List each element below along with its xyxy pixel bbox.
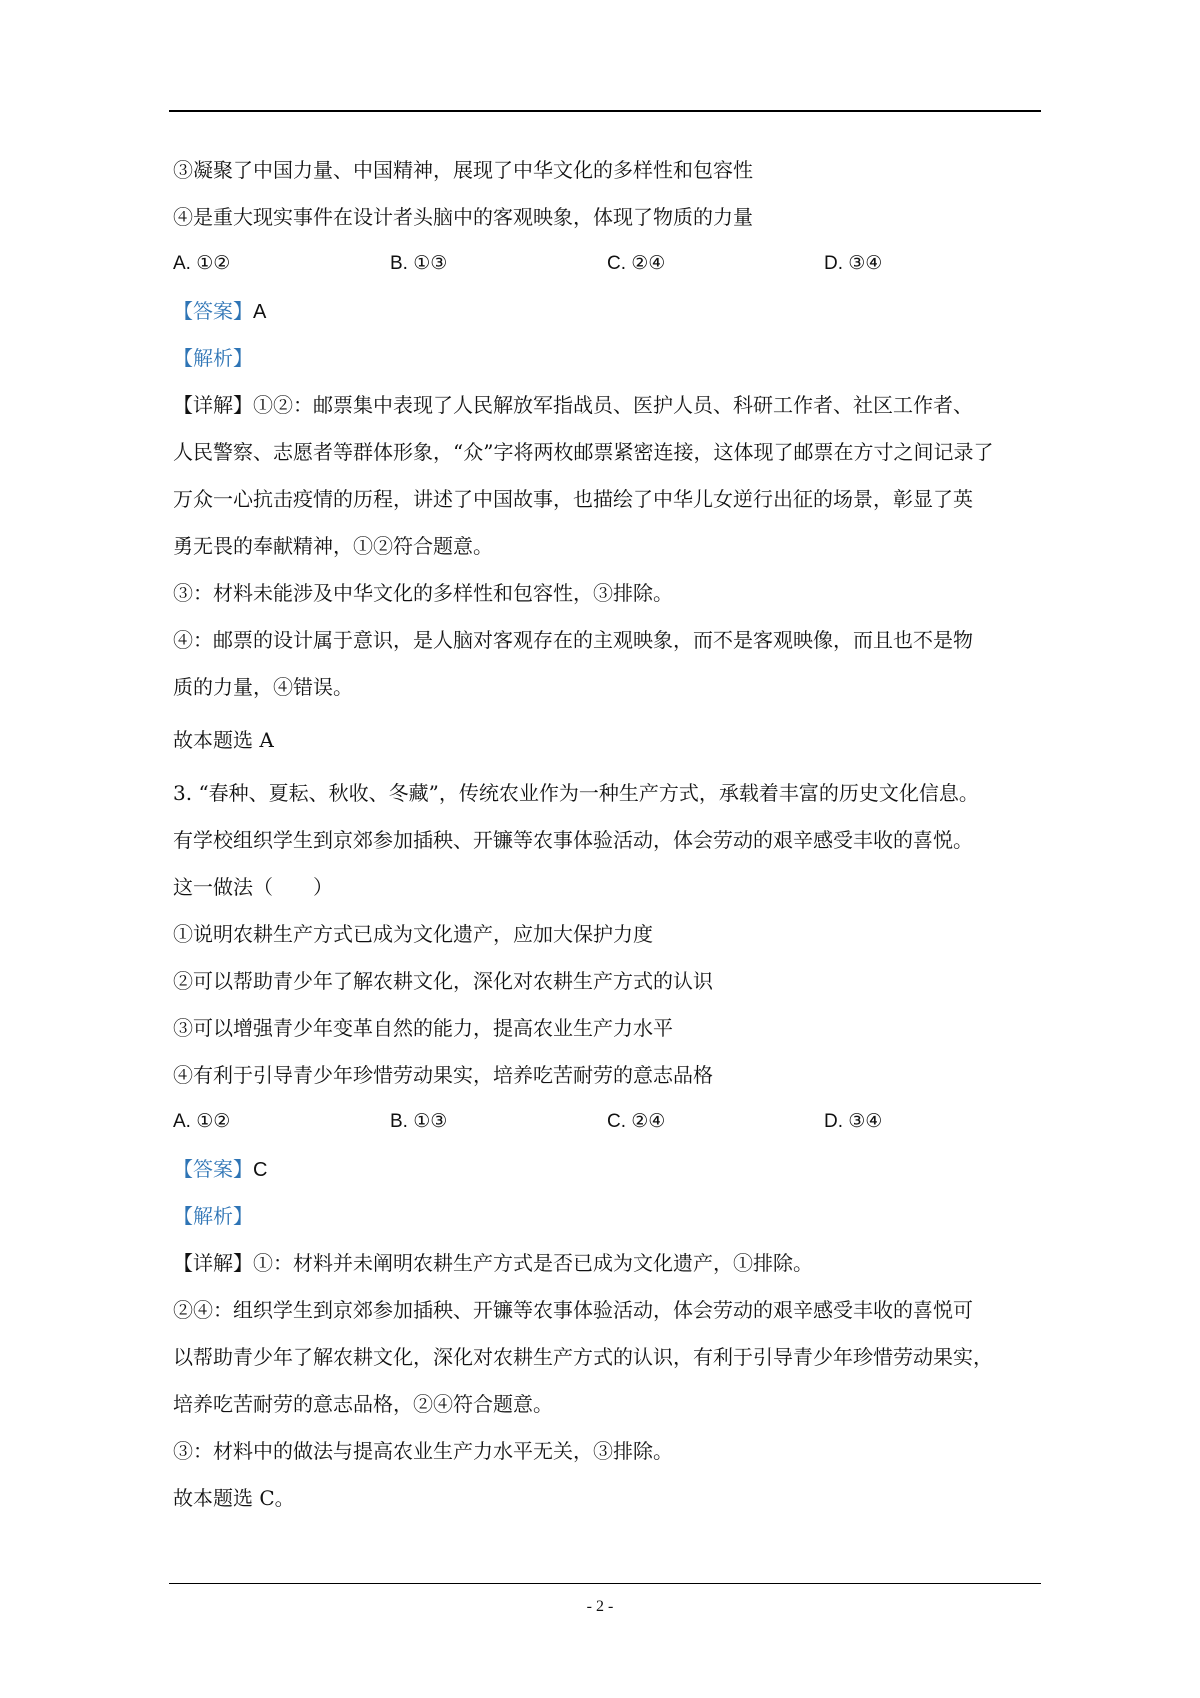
q3-option-a: A. ①② [173,1111,231,1132]
q2-detail-line: ④：邮票的设计属于意识，是人脑对客观存在的主观映象，而不是客观映像，而且也不是物 [173,628,973,652]
q2-option-c: C. ②④ [607,253,666,274]
q3-analysis-label: 【解析】 [173,1204,253,1228]
q3-item-1: ①说明农耕生产方式已成为文化遗产，应加大保护力度 [173,922,653,946]
q3-option-c: C. ②④ [607,1111,666,1132]
q3-stem-line: 有学校组织学生到京郊参加插秧、开镰等农事体验活动，体会劳动的艰辛感受丰收的喜悦。 [173,828,973,852]
q2-option-a: A. ①② [173,253,231,274]
q3-answer [173,1149,1041,1196]
q3-detail-line: 以帮助青少年了解农耕文化，深化对农耕生产方式的认识，有利于引导青少年珍惜劳动果实， [173,1345,993,1369]
q2-option-b: B. ①③ [390,253,448,274]
footer-rule [169,1583,1041,1584]
q2-detail-line: 人民警察、志愿者等群体形象，“众”字将两枚邮票紧密连接，这体现了邮票在方寸之间记录了 [173,440,994,464]
q3-stem-line: 3. “春种、夏耘、秋收、冬藏”，传统农业作为一种生产方式，承载着丰富的历史文化信息。 [173,781,979,805]
q3-conclusion: 故本题选 C。 [173,1486,295,1510]
q2-item-3: ③凝聚了中国力量、中国精神，展现了中华文化的多样性和包容性 [173,158,753,182]
q2-answer-value: A [253,301,267,323]
q2-analysis-label: 【解析】 [173,346,253,370]
q3-option-d: D. ③④ [824,1111,883,1132]
q3-options [173,1102,1041,1149]
q3-detail-line: 【详解】①：材料并未阐明农耕生产方式是否已成为文化遗产，①排除。 [173,1251,813,1275]
q2-options [173,244,1041,291]
q2-detail-line: 万众一心抗击疫情的历程，讲述了中国故事，也描绘了中华儿女逆行出征的场景，彰显了英 [173,487,973,511]
q2-item-4: ④是重大现实事件在设计者头脑中的客观映象，体现了物质的力量 [173,205,753,229]
q2-answer-label: 【答案】 [173,299,253,323]
q3-detail-line: ③：材料中的做法与提高农业生产力水平无关，③排除。 [173,1439,673,1463]
q3-answer-label: 【答案】 [173,1157,253,1181]
q3-answer-value: C [253,1159,268,1181]
page-number: - 2 - [586,1598,614,1615]
q3-option-b: B. ①③ [390,1111,448,1132]
document-body [173,150,1041,1525]
q2-detail-line: ③：材料未能涉及中华文化的多样性和包容性，③排除。 [173,581,673,605]
q3-detail-line: 培养吃苦耐劳的意志品格，②④符合题意。 [173,1392,553,1416]
q3-detail-line: ②④：组织学生到京郊参加插秧、开镰等农事体验活动，体会劳动的艰辛感受丰收的喜悦可 [173,1298,973,1322]
q2-answer [173,291,1041,338]
q2-detail-line: 勇无畏的奉献精神，①②符合题意。 [173,534,493,558]
q3-item-2: ②可以帮助青少年了解农耕文化，深化对农耕生产方式的认识 [173,969,713,993]
q2-conclusion: 故本题选 A [173,728,274,752]
q3-item-4: ④有利于引导青少年珍惜劳动果实，培养吃苦耐劳的意志品格 [173,1063,713,1087]
header-rule [169,110,1041,112]
q2-detail-line: 质的力量，④错误。 [173,675,353,699]
q3-stem-line: 这一做法（ ） [173,875,333,899]
q2-option-d: D. ③④ [824,253,883,274]
q2-detail-line: 【详解】①②：邮票集中表现了人民解放军指战员、医护人员、科研工作者、社区工作者、 [173,393,973,417]
q3-item-3: ③可以增强青少年变革自然的能力，提高农业生产力水平 [173,1016,673,1040]
